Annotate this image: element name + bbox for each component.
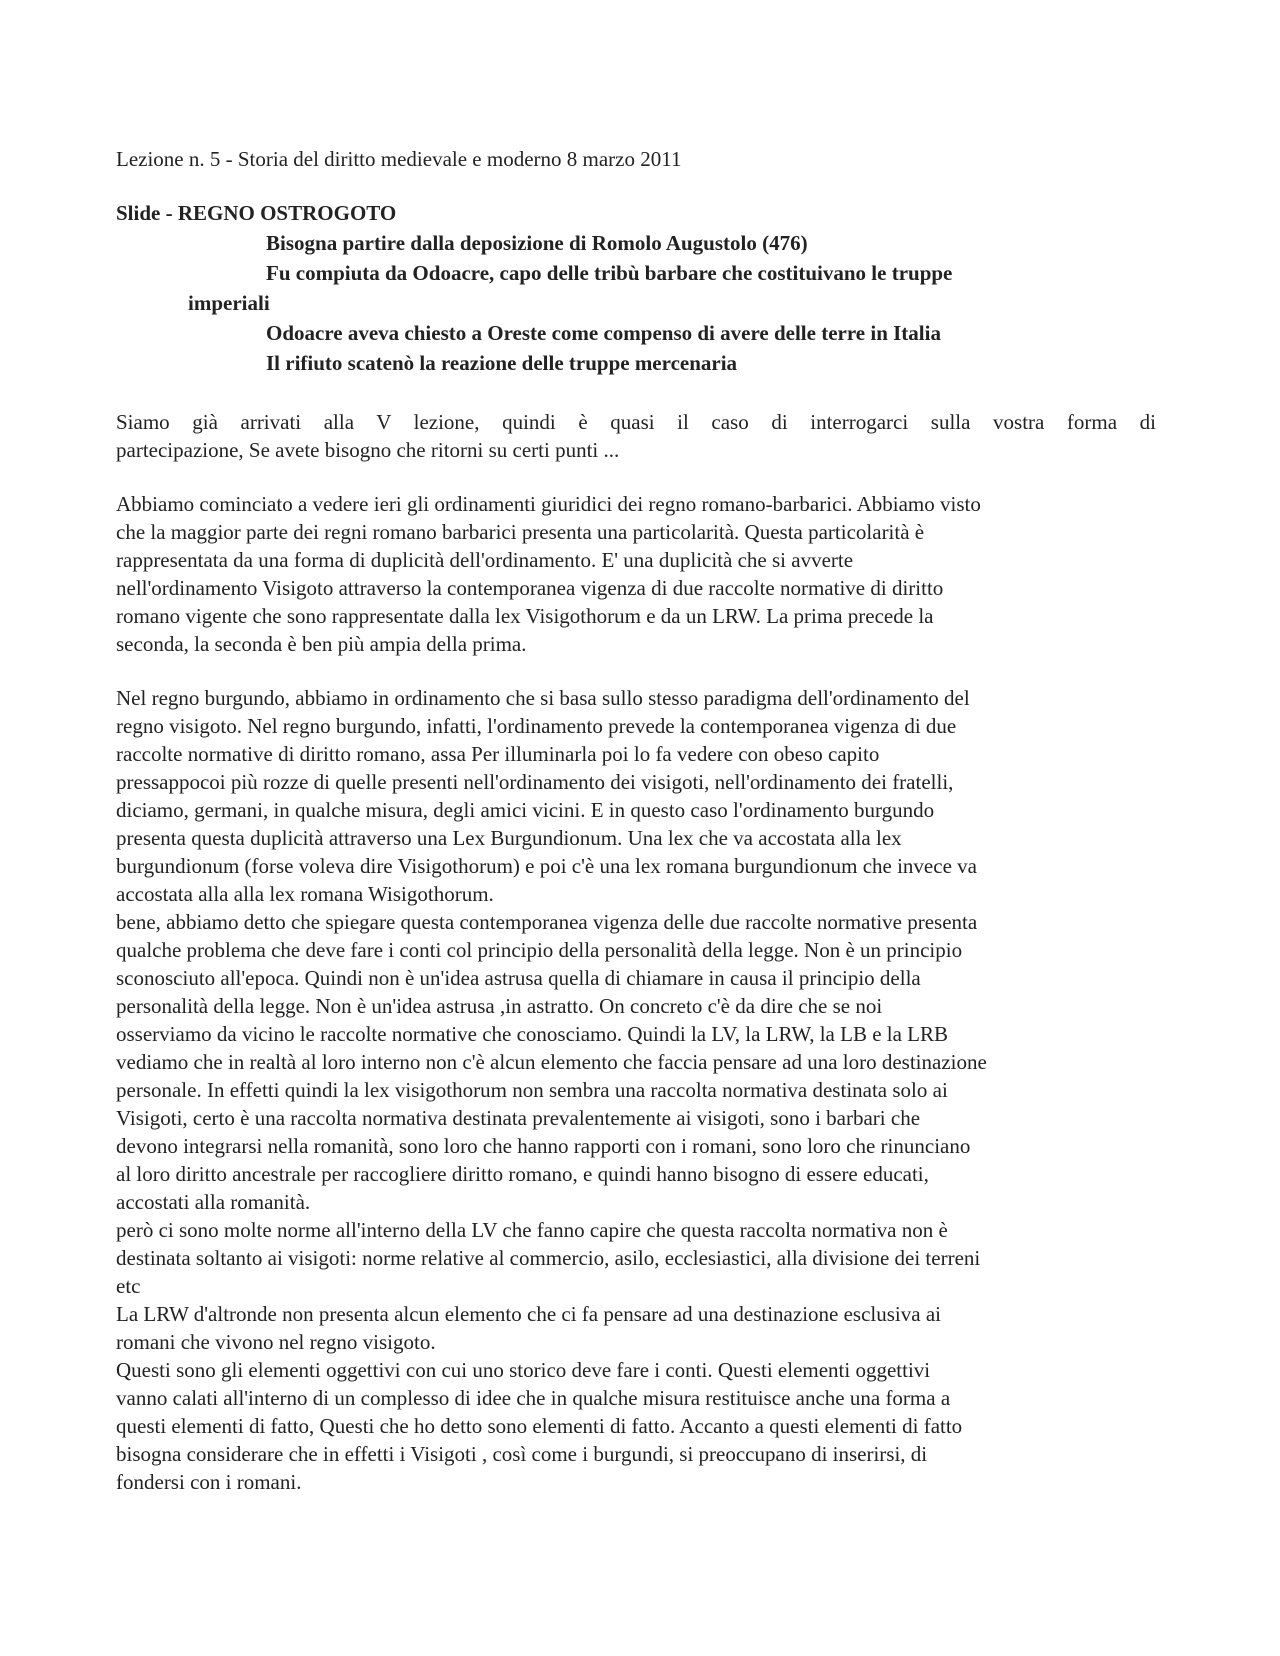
text-line: però ci sono molte norme all'interno della LV che fanno capire che questa raccolta normativa non è — [116, 1218, 948, 1242]
text-line: regno visigoto. Nel regno burgundo, infatti, l'ordinamento prevede la contemporanea vigenza di due — [116, 714, 957, 738]
text-line: devono integrarsi nella romanità, sono loro che hanno rapporti con i romani, sono loro che rinunciano — [116, 1134, 971, 1158]
text-line: questi elementi di fatto, Questi che ho detto sono elementi di fatto. Accanto a questi elementi di fatto — [116, 1414, 963, 1438]
text-line: Siamo già arrivati alla V lezione, quindi è quasi il caso di interrogarci sulla vostra forma di — [116, 410, 1156, 434]
text-line: Nel regno burgundo, abbiamo in ordinamento che si basa sullo stesso paradigma dell'ordinamento del — [116, 686, 970, 710]
text-line: presenta questa duplicità attraverso una Lex Burgundionum. Una lex che va accostata alla lex — [116, 826, 902, 850]
text-line: sconosciuto all'epoca. Quindi non è un'idea astrusa quella di chiamare in causa il principio della — [116, 966, 921, 990]
paragraph-regno-burgundo — [116, 684, 1156, 1496]
paragraph-ordinamenti — [116, 490, 1156, 658]
text-line: diciamo, germani, in qualche misura, degli amici vicini. E in questo caso l'ordinamento burgundo — [116, 798, 935, 822]
text-line: bisogna considerare che in effetti i Visigoti , così come i burgundi, si preoccupano di inserirsi, di — [116, 1442, 928, 1466]
text-line: rappresentata da una forma di duplicità dell'ordinamento. E' una duplicità che si avverte — [116, 548, 854, 572]
text-line: personalità della legge. Non è un'idea astrusa ,in astratto. On concreto c'è da dire che se noi — [116, 994, 883, 1018]
text-line: accostata alla alla lex romana Wisigothorum. — [116, 882, 494, 906]
slide-bullet: Fu compiuta da Odoacre, capo delle tribù barbare che costituivano le truppe — [266, 261, 953, 285]
text-line: personale. In effetti quindi la lex visigothorum non sembra una raccolta normativa destinata solo ai — [116, 1078, 948, 1102]
text-line: accostati alla romanità. — [116, 1190, 311, 1214]
text-line: vediamo che in realtà al loro interno non c'è alcun elemento che faccia pensare ad una loro destinazione — [116, 1050, 987, 1074]
text-line: qualche problema che deve fare i conti col principio della personalità della legge. Non è un principio — [116, 938, 963, 962]
text-line: fondersi con i romani. — [116, 1470, 302, 1494]
text-line: bene, abbiamo detto che spiegare questa contemporanea vigenza delle due raccolte normative presenta — [116, 910, 978, 934]
text-line: raccolte normative di diritto romano, assa Per illuminarla poi lo fa vedere con obeso capito — [116, 742, 880, 766]
text-line: che la maggior parte dei regni romano barbarici presenta una particolarità. Questa particolarità è — [116, 520, 925, 544]
text-line: seconda, la seconda è ben più ampia della prima. — [116, 632, 527, 656]
slide-title: Slide - REGNO OSTROGOTO — [116, 201, 397, 225]
text-line: romani che vivono nel regno visigoto. — [116, 1330, 436, 1354]
text-line: burgundionum (forse voleva dire Visigothorum) e poi c'è una lex romana burgundionum che invece va — [116, 854, 977, 878]
paragraph-intro — [116, 408, 1156, 464]
text-line: osserviamo da vicino le raccolte normative che conosciamo. Quindi la LV, la LRW, la LB e la LRB — [116, 1022, 949, 1046]
text-line: partecipazione, Se avete bisogno che ritorni su certi punti ... — [116, 438, 620, 462]
text-line: La LRW d'altronde non presenta alcun elemento che ci fa pensare ad una destinazione esclusiva ai — [116, 1302, 941, 1326]
text-line: romano vigente che sono rappresentate dalla lex Visigothorum e da un LRW. La prima precede la — [116, 604, 934, 628]
text-line: Visigoti, certo è una raccolta normativa destinata prevalentemente ai visigoti, sono i barbari che — [116, 1106, 921, 1130]
text-line: vanno calati all'interno di un complesso di idee che in qualche misura restituisce anche una forma a — [116, 1386, 951, 1410]
slide-bullet: Il rifiuto scatenò la reazione delle truppe mercenaria — [266, 351, 738, 375]
text-line: pressappocoi più rozze di quelle presenti nell'ordinamento dei visigoti, nell'ordinamento dei fratelli, — [116, 770, 954, 794]
text-line: al loro diritto ancestrale per raccogliere diritto romano, e quindi hanno bisogno di essere educati, — [116, 1162, 929, 1186]
text-line: Abbiamo cominciato a vedere ieri gli ordinamenti giuridici dei regno romano-barbarici. Abbiamo visto — [116, 492, 981, 516]
slide-bullet-continuation: imperiali — [188, 291, 270, 315]
text-line: nell'ordinamento Visigoto attraverso la contemporanea vigenza di due raccolte normative di diritto — [116, 576, 944, 600]
slide-bullet: Bisogna partire dalla deposizione di Romolo Augustolo (476) — [266, 231, 808, 255]
lecture-header: Lezione n. 5 - Storia del diritto medievale e moderno 8 marzo 2011 — [116, 147, 682, 171]
text-line: Questi sono gli elementi oggettivi con cui uno storico deve fare i conti. Questi elementi oggettivi — [116, 1358, 931, 1382]
document-page — [116, 146, 1156, 1496]
text-line: etc — [116, 1274, 141, 1298]
slide-bullet: Odoacre aveva chiesto a Oreste come compenso di avere delle terre in Italia — [266, 321, 941, 345]
text-line: destinata soltanto ai visigoti: norme relative al commercio, asilo, ecclesiastici, alla divisione dei terreni — [116, 1246, 981, 1270]
